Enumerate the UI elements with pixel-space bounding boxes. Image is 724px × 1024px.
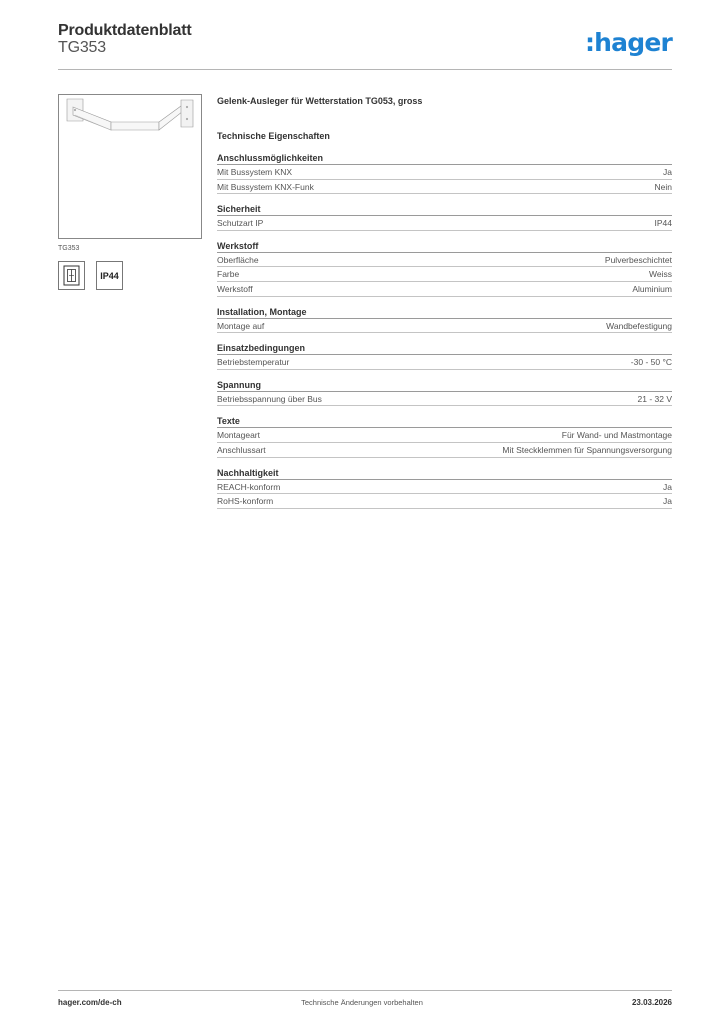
spec-value: Ja: [663, 167, 672, 177]
wall-bracket-illustration: [59, 95, 201, 238]
product-name: Gelenk-Ausleger für Wetterstation TG053, gross: [217, 96, 423, 106]
spec-content: [217, 94, 672, 509]
document-header: [58, 20, 672, 70]
spec-group-title: Sicherheit: [217, 202, 672, 216]
spec-label: Mit Bussystem KNX-Funk: [217, 181, 314, 192]
ip44-badge: IP44: [96, 261, 123, 290]
spec-group: [217, 305, 672, 334]
spec-groups: [217, 151, 672, 509]
document-title: Produktdatenblatt: [58, 22, 192, 39]
spec-group-title: Einsatzbedingungen: [217, 341, 672, 355]
spec-group-title: Installation, Montage: [217, 305, 672, 319]
spec-group-title: Texte: [217, 414, 672, 428]
spec-row: [217, 494, 672, 509]
spec-label: Oberfläche: [217, 254, 259, 265]
spec-label: Mit Bussystem KNX: [217, 167, 293, 177]
spec-row: [217, 319, 672, 334]
footer-website-link[interactable]: hager.com/de-ch: [58, 998, 122, 1007]
spec-group: [217, 378, 672, 407]
product-code: TG353: [58, 39, 106, 56]
spec-label: Schutzart IP: [217, 218, 264, 229]
spec-group: [217, 341, 672, 370]
spec-group: [217, 414, 672, 457]
spec-group: [217, 202, 672, 231]
spec-row: [217, 392, 672, 407]
spec-value: Nein: [654, 181, 672, 192]
spec-value: Für Wand- und Mastmontage: [561, 430, 672, 441]
spec-group-title: Anschlussmöglichkeiten: [217, 151, 672, 165]
hager-logo: :hager: [584, 28, 672, 57]
spec-row: [217, 180, 672, 195]
spec-value: Weiss: [649, 269, 672, 280]
spec-label: Betriebsspannung über Bus: [217, 393, 322, 404]
spec-group-title: Spannung: [217, 378, 672, 392]
spec-row: [217, 253, 672, 268]
spec-label: Farbe: [217, 269, 240, 280]
spec-group: [217, 239, 672, 297]
spec-row: [217, 165, 672, 180]
spec-label: RoHS-konform: [217, 496, 274, 507]
spec-group-title: Nachhaltigkeit: [217, 466, 672, 480]
spec-group-title: Werkstoff: [217, 239, 672, 253]
spec-label: Betriebstemperatur: [217, 357, 290, 368]
spec-row: [217, 443, 672, 458]
spec-row: [217, 282, 672, 297]
spec-row: [217, 216, 672, 231]
footer-divider: [58, 990, 672, 991]
section-heading: Technische Eigenschaften: [217, 131, 330, 141]
footer-notice: Technische Änderungen vorbehalten: [301, 998, 423, 1007]
spec-label: Montage auf: [217, 320, 265, 331]
spec-label: Werkstoff: [217, 283, 253, 294]
footer-date: 23.03.2026: [631, 998, 672, 1007]
spec-value: Mit Steckklemmen für Spannungsversorgung: [502, 444, 672, 455]
spec-group: [217, 151, 672, 194]
image-caption: TG353: [58, 245, 80, 252]
spec-value: Pulverbeschichtet: [604, 254, 672, 265]
spec-value: Ja: [663, 496, 672, 507]
spec-row: [217, 267, 672, 282]
knx-icon: [58, 261, 85, 290]
spec-value: IP44: [654, 218, 672, 229]
spec-label: Montageart: [217, 430, 260, 441]
spec-value: -30 - 50 °C: [630, 357, 672, 368]
header-divider: [58, 69, 672, 70]
spec-row: [217, 355, 672, 370]
spec-group: [217, 466, 672, 509]
spec-value: Aluminium: [632, 283, 672, 294]
product-image: [58, 94, 202, 239]
spec-value: Ja: [663, 481, 672, 492]
spec-value: 21 - 32 V: [637, 393, 672, 404]
spec-label: Anschlussart: [217, 444, 266, 455]
spec-label: REACH-konform: [217, 481, 281, 492]
spec-row: [217, 428, 672, 443]
spec-row: [217, 480, 672, 495]
spec-value: Wandbefestigung: [606, 320, 672, 331]
